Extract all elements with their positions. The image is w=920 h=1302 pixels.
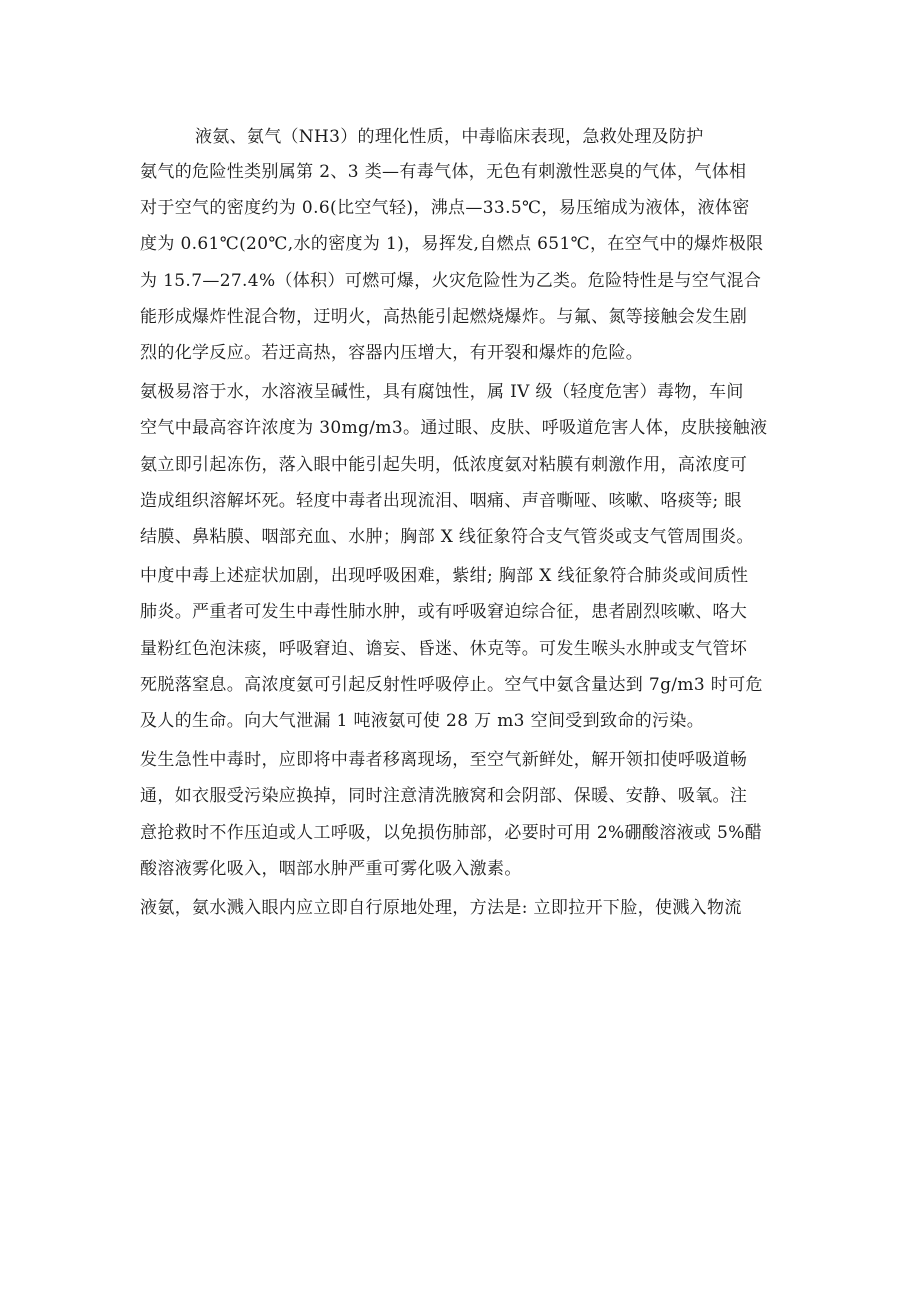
paragraph-toxicity-mild (140, 374, 800, 555)
text-line: 造成组织溶解坏死。轻度中毒者出现流泪、咽痛、声音嘶哑、咳嗽、咯痰等; 眼 (140, 490, 742, 511)
text-line: 能形成爆炸性混合物，迂明火，高热能引起燃烧爆炸。与氟、氮等接触会发生剧 (140, 306, 748, 327)
text-line: 空气中最高容许浓度为 30mg/m3。通过眼、皮肤、呼吸道危害人体，皮肤接触液 (140, 418, 768, 439)
text-line: 为 15.7—27.4%（体积）可燃可爆，火灾危险性为乙类。危险特性是与空气混合 (140, 270, 762, 291)
paragraph-eye-splash (140, 890, 800, 926)
text-line: 通，如衣服受污染应换掉，同时注意清洗腋窝和会阴部、保暖、安静、吸氧。注 (140, 786, 748, 807)
text-line: 意抢救时不作压迫或人工呼吸，以免损伤肺部，必要时可用 2%硼酸溶液或 5%醋 (140, 822, 763, 843)
text-line: 对于空气的密度约为 0.6(比空气轻)，沸点—33.5℃，易压缩成为液体，液体密 (140, 198, 750, 219)
document-title: 液氨、氨气（NH3）的理化性质，中毒临床表现，急救处理及防护 (195, 127, 704, 147)
text-line: 氨极易溶于水，水溶液呈碱性，具有腐蚀性，属 IV 级（轻度危害）毒物，车间 (140, 382, 744, 403)
text-line: 度为 0.61℃(20℃,水的密度为 1)，易挥发,自燃点 651℃，在空气中的爆炸极限 (140, 234, 764, 255)
text-line: 结膜、鼻粘膜、咽部充血、水肿；胸部 X 线征象符合支气管炎或支气管周围炎。 (140, 527, 754, 548)
text-line: 氨立即引起冻伤，落入眼中能引起失明，低浓度氨对粘膜有刺激作用，高浓度可 (140, 454, 748, 475)
text-line: 发生急性中毒时，应即将中毒者移离现场，至空气新鲜处，解开领扣使呼吸道畅 (140, 750, 748, 771)
paragraph-first-aid (140, 742, 800, 887)
text-line: 酸溶液雾化吸入，咽部水肿严重可雾化吸入激素。 (140, 858, 522, 879)
paragraph-toxicity-severe (140, 558, 800, 739)
text-line: 及人的生命。向大气泄漏 1 吨液氨可使 28 万 m3 空间受到致命的污染。 (140, 711, 705, 732)
text-line: 死脱落窒息。高浓度氨可引起反射性呼吸停止。空气中氨含量达到 7g/m3 时可危 (140, 674, 763, 695)
text-line: 烈的化学反应。若迂高热，容器内压增大，有开裂和爆炸的危险。 (140, 343, 644, 364)
text-line: 液氨，氨水溅入眼内应立即自行原地处理，方法是: 立即拉开下脸，使溅入物流 (140, 898, 742, 919)
text-line: 中度中毒上述症状加剧，出现呼吸困难，紫绀; 胸部 X 线征象符合肺炎或间质性 (140, 566, 749, 587)
paragraph-physical-properties (140, 154, 800, 371)
text-line: 氨气的危险性类别属第 2、3 类—有毒气体，无色有刺激性恶臭的气体，气体相 (140, 162, 747, 182)
text-line: 肺炎。严重者可发生中毒性肺水肿，或有呼吸窘迫综合征，患者剧烈咳嗽、咯大 (140, 602, 748, 623)
document-body (140, 120, 800, 929)
text-line: 量粉红色泡沫痰，呼吸窘迫、谵妄、昏迷、休克等。可发生喉头水肿或支气管坏 (140, 638, 748, 659)
